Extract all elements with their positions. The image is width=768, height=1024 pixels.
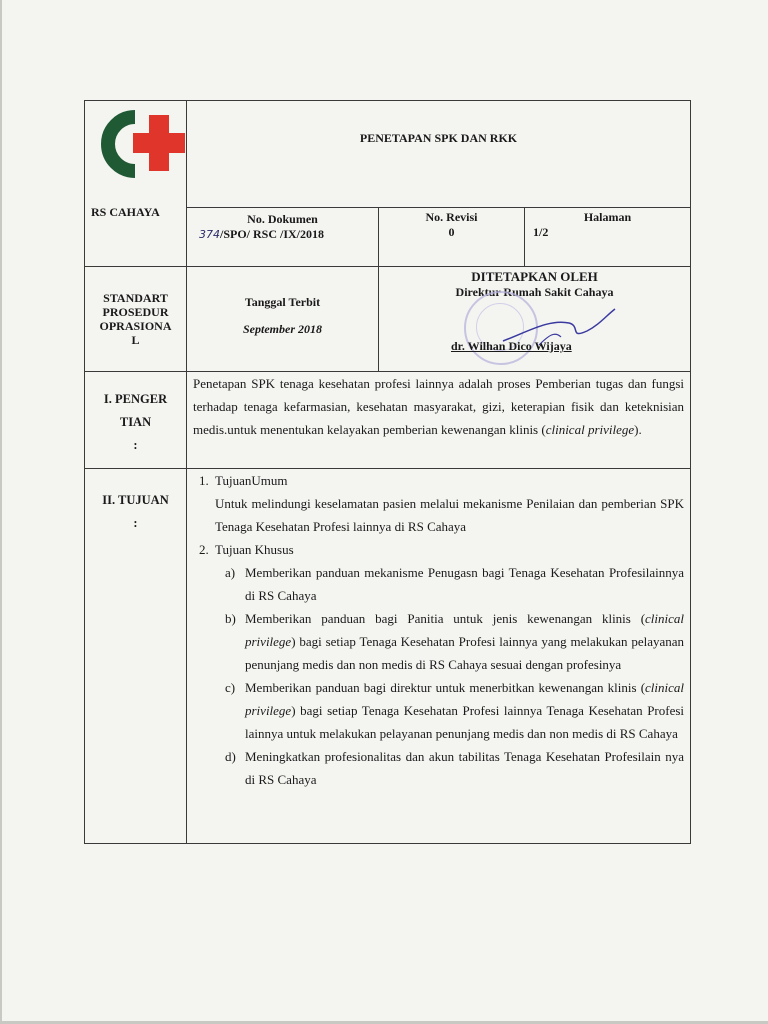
item-b-marker: b) — [225, 611, 236, 626]
general-purpose-marker: 1. — [199, 473, 209, 488]
item-d-text: Meningkatkan profesionalitas dan akun tabilitas Tenaga Kesehatan Profesilain nya di RS Cahaya — [245, 749, 685, 787]
revision-value: 0 — [448, 225, 455, 239]
sop-label-cell — [85, 267, 187, 372]
scan-edge-left — [0, 0, 2, 1024]
specific-item-d — [225, 745, 684, 791]
item-c-marker: c) — [225, 680, 236, 695]
purpose-text-cell — [187, 469, 691, 844]
definition-text: Penetapan SPK tenaga kesehatan profesi lainnya adalah proses Pemberian tugas dan fungsi terhadap tenaga kefarmasian, kesehatan masyarakat, gizi, keterapian fisik dan keteknisian medis.untuk menentukan kelayakan pemberian kewenangan klinis ( — [193, 376, 685, 437]
doc-number-label: No. Dokumen — [247, 212, 318, 226]
definition-text-cell — [187, 372, 691, 469]
definition-text-italic: clinical privilege — [545, 422, 635, 437]
item-c-text-2: ) bagi setiap Tenaga Kesehatan Profesi lainnya Tenaga Kesehatan Profesi lainnya untuk melakukan pelayanan penunjang medis dan non medis di RS Cahaya — [245, 703, 685, 741]
specific-purpose-item — [199, 538, 684, 561]
item-b-text-2: ) bagi setiap Tenaga Kesehatan Profesi lainnya yang melakukan pelayanan penunjang medis dan non medis di RS Cahaya sesuai dengan profesinya — [245, 634, 685, 672]
specific-item-a — [225, 561, 684, 607]
document-title — [187, 101, 691, 208]
sop-document-table — [84, 100, 691, 844]
definition-label-line1: I. PENGER — [103, 392, 168, 406]
definition-label-line2: TIAN — [119, 415, 152, 429]
doc-number-handwritten: 374 — [199, 228, 220, 241]
revision-cell — [379, 208, 525, 267]
date-cell — [187, 267, 379, 372]
document-title-text: PENETAPAN SPK DAN RKK — [359, 131, 518, 145]
page-cell — [525, 208, 691, 267]
specific-purpose-marker: 2. — [199, 542, 209, 557]
item-c-text-1: Memberikan panduan bagi direktur untuk menerbitkan kewenangan klinis ( — [245, 680, 646, 695]
logo-cell — [85, 101, 187, 267]
specific-item-c — [225, 676, 684, 745]
approved-by-label: DITETAPKAN OLEH — [471, 269, 598, 284]
item-c-italic: clinical privilege — [245, 680, 685, 718]
purpose-label-cell — [85, 469, 187, 844]
specific-item-b — [225, 607, 684, 676]
approved-by-role: Direktur Rumah Sakit Cahaya — [455, 285, 614, 299]
date-value: September 2018 — [243, 322, 322, 336]
definition-label-line3: : — [133, 438, 138, 452]
sop-label-line3: OPRASIONA — [99, 319, 172, 333]
date-label: Tanggal Terbit — [244, 295, 321, 309]
doc-number-value: /SPO/ RSC /IX/2018 — [220, 227, 325, 241]
item-d-marker: d) — [225, 749, 236, 764]
item-b-italic: clinical privilege — [245, 611, 685, 649]
purpose-label-line1: II. TUJUAN — [102, 493, 169, 507]
sop-label-line2: PROSEDUR — [102, 305, 169, 319]
general-purpose-item — [199, 469, 684, 492]
approved-by-name: dr. Wilhan Dico Wijaya — [451, 339, 572, 353]
definition-label-cell — [85, 372, 187, 469]
page-label: Halaman — [583, 210, 632, 224]
page-value: 1/2 — [533, 225, 549, 239]
item-a-text: Memberikan panduan mekanisme Penugasn bagi Tenaga Kesehatan Profesilainnya di RS Cahaya — [245, 565, 685, 603]
specific-purpose-title: Tujuan Khusus — [215, 542, 294, 557]
general-purpose-text: Untuk melindungi keselamatan pasien melalui mekanisme Penilaian dan pemberian SPK Tenaga Kesehatan Profesi lainnya di RS Cahaya — [215, 496, 685, 534]
purpose-label-line2: : — [133, 516, 138, 530]
sop-label-line4: L — [131, 333, 140, 347]
approval-cell — [379, 267, 691, 372]
sop-label-line1: STANDART — [103, 291, 168, 305]
general-purpose-title: TujuanUmum — [215, 473, 288, 488]
item-a-marker: a) — [225, 565, 236, 580]
revision-label: No. Revisi — [425, 210, 478, 224]
hospital-name: RS CAHAYA — [91, 205, 160, 219]
doc-number-cell — [187, 208, 379, 267]
definition-text-end: ). — [634, 422, 642, 437]
item-b-text-1: Memberikan panduan bagi Panitia untuk jenis kewenangan klinis ( — [245, 611, 646, 626]
